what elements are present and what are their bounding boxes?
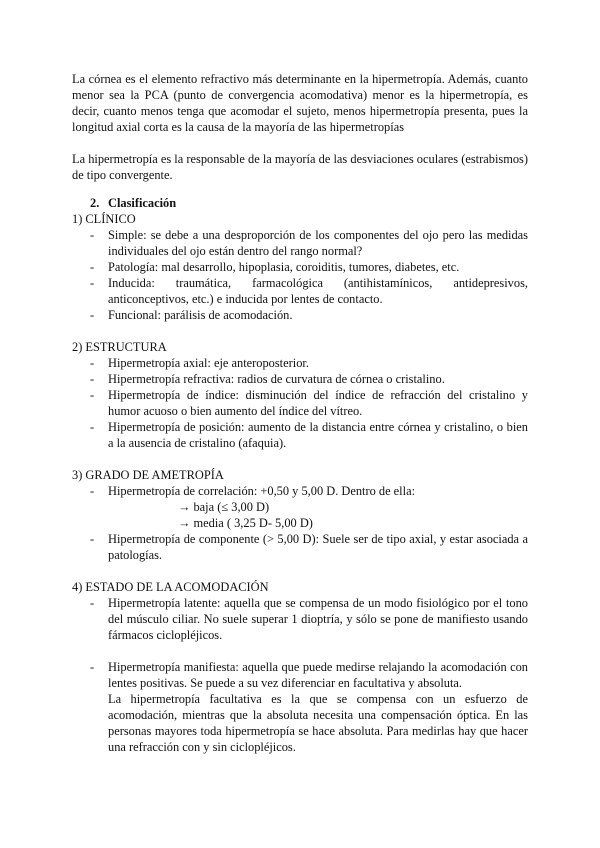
- list-acomodacion: [72, 595, 528, 755]
- list-item: [72, 371, 528, 387]
- item-text: Hipermetropía de componente (> 5,00 D): Suele ser de tipo axial, y estar asociada a patologías.: [108, 532, 528, 562]
- dash: -: [90, 260, 95, 274]
- dash: -: [90, 532, 95, 546]
- dash: -: [90, 596, 95, 610]
- list-clinico: [72, 227, 528, 323]
- list-estructura: [72, 355, 528, 451]
- item-text: Hipermetropía manifiesta: aquella que puede medirse relajando la acomodación con lentes positivas. Se puede a su vez diferenciar en facultativa y absoluta.: [108, 660, 528, 690]
- list-item: [72, 259, 528, 275]
- dash: -: [90, 388, 95, 402]
- dash: -: [90, 356, 95, 370]
- item-text: Patología: mal desarrollo, hipoplasia, coroiditis, tumores, diabetes, etc.: [108, 260, 460, 274]
- list-item: [72, 595, 528, 643]
- item-text: Hipermetropía axial: eje anteroposterior.: [108, 356, 309, 370]
- list-item: [72, 307, 528, 323]
- document-page: [72, 71, 528, 755]
- item-text: Hipermetropía latente: aquella que se compensa de un modo fisiológico por el tono del músculo ciliar. No suele superar 1 dioptría, y sólo se pone de manifiesto usando fármacos ciclopléjicos.: [108, 596, 528, 642]
- heading-estructura: 2) ESTRUCTURA: [72, 340, 167, 354]
- item-text: Hipermetropía de correlación: +0,50 y 5,00 D. Dentro de ella:: [108, 484, 416, 498]
- item-text: Hipermetropía de índice: disminución del índice de refracción del cristalino y humor acuoso o bien aumento del índice del vítreo.: [108, 388, 528, 418]
- list-item: [72, 531, 528, 563]
- item-text: Simple: se debe a una desproporción de los componentes del ojo pero las medidas individuales del ojo están dentro del rango normal?: [108, 228, 528, 258]
- dash: -: [90, 308, 95, 322]
- spacer: [72, 643, 528, 659]
- dash: -: [90, 228, 95, 242]
- dash: -: [90, 372, 95, 386]
- sub-item-media: → media ( 3,25 D- 5,00 D): [178, 516, 313, 530]
- list-item: [72, 275, 528, 307]
- list-item: [72, 483, 528, 531]
- item-text: Inducida: traumática, farmacológica (antihistamínicos, antidepresivos, anticonceptivos, etc.) e inducida por lentes de contacto.: [108, 276, 528, 306]
- dash: -: [90, 276, 95, 290]
- item-continuation: La hipermetropía facultativa es la que se compensa con un esfuerzo de acomodación, mientras que la absoluta necesita una compensación óptica. En las personas mayores toda hipermetropía se hace absoluta. Para medirlas hay que hacer una refracción con y sin ciclopléjicos.: [108, 692, 528, 754]
- heading-clinico: 1) CLÍNICO: [72, 212, 136, 226]
- list-item: [72, 659, 528, 755]
- dash: -: [90, 420, 95, 434]
- dash: -: [90, 484, 95, 498]
- list-item: [72, 355, 528, 371]
- heading-acomodacion: 4) ESTADO DE LA ACOMODACIÓN: [72, 580, 269, 594]
- intro-paragraph-1: La córnea es el elemento refractivo más determinante en la hipermetropía. Además, cuanto menor sea la PCA (punto de convergencia acomodativa) menor es la hipermetropía, es decir, cuanto menos tenga que acomodar el sujeto, menos hipermetropía presenta, pues la longitud axial corta es la causa de la mayoría de las hipermetropías: [72, 72, 528, 134]
- item-text: Hipermetropía refractiva: radios de curvatura de córnea o cristalino.: [108, 372, 445, 386]
- section-number: 2.: [90, 196, 100, 210]
- section-heading: [72, 195, 528, 211]
- sub-item-baja: → baja (≤ 3,00 D): [178, 500, 270, 514]
- item-text: Hipermetropía de posición: aumento de la distancia entre córnea y cristalino, o bien a la ausencia de cristalino (afaquia).: [108, 420, 528, 450]
- list-item: [72, 227, 528, 259]
- dash: -: [90, 660, 95, 674]
- list-grado: [72, 483, 528, 563]
- heading-grado: 3) GRADO DE AMETROPÍA: [72, 468, 224, 482]
- intro-paragraph-2: La hipermetropía es la responsable de la mayoría de las desviaciones oculares (estrabismos) de tipo convergente.: [72, 152, 528, 182]
- item-text: Funcional: parálisis de acomodación.: [108, 308, 293, 322]
- list-item: [72, 419, 528, 451]
- list-item: [72, 387, 528, 419]
- section-title: Clasificación: [108, 196, 177, 210]
